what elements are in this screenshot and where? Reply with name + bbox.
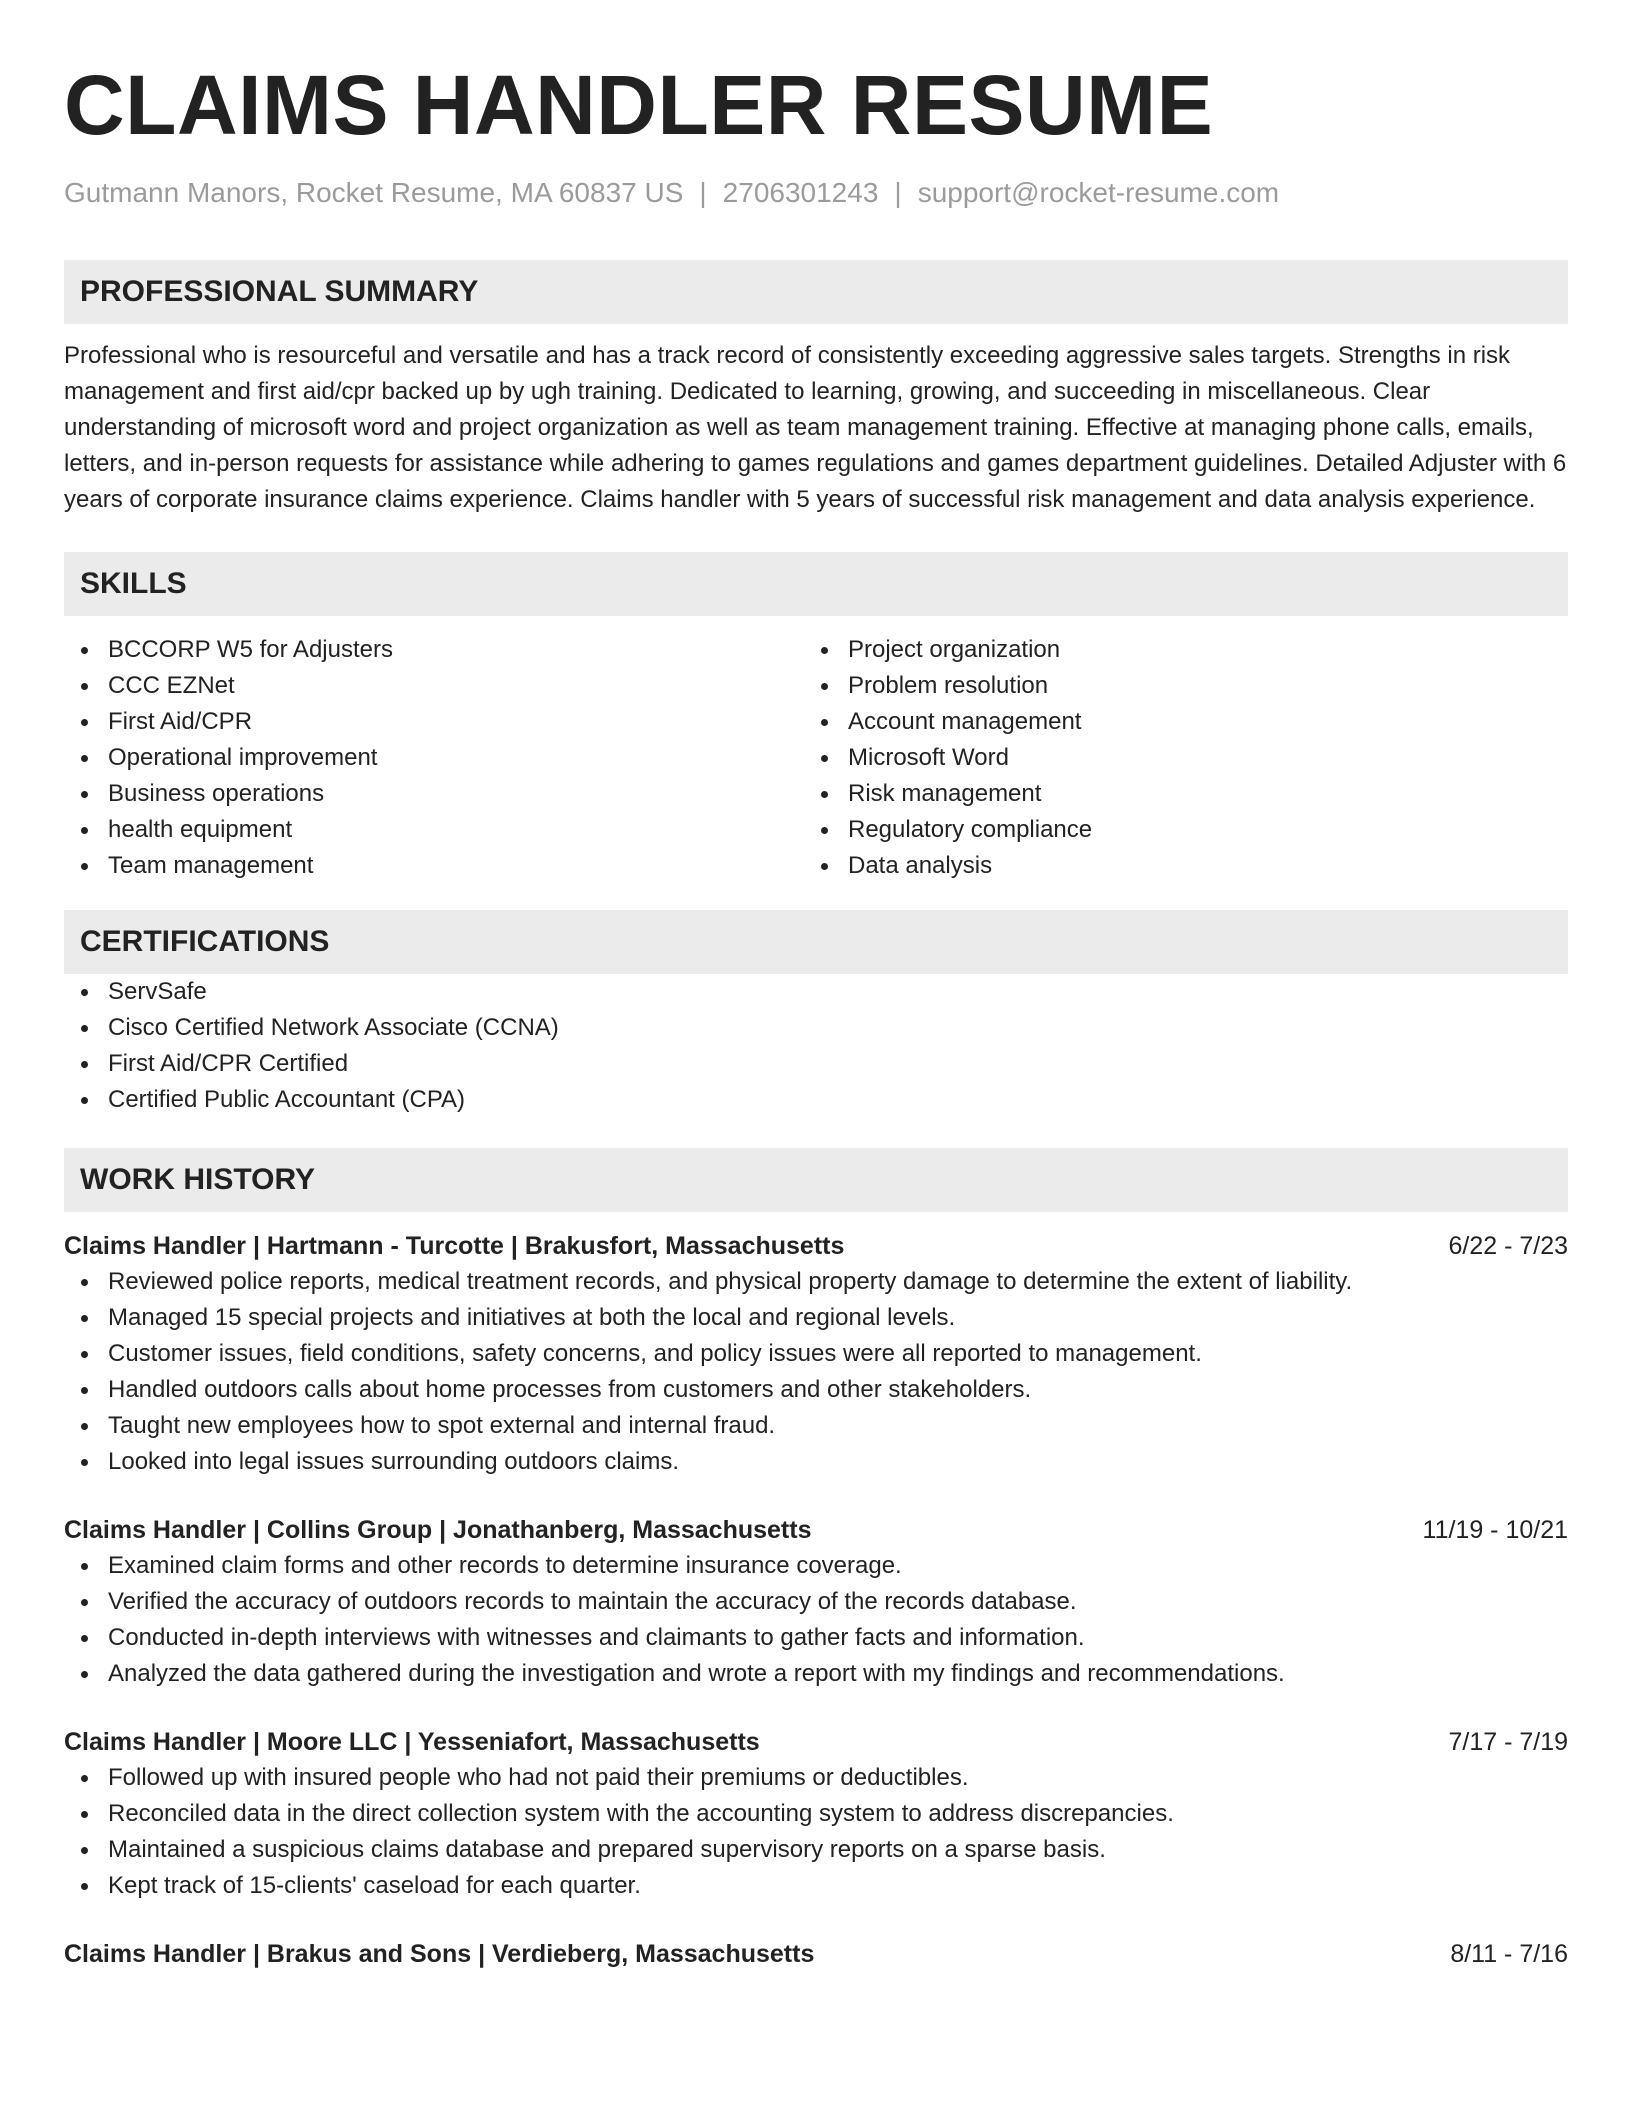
job-entry [64, 1724, 1568, 1904]
job-duty-item: Followed up with insured people who had not paid their premiums or deductibles. [64, 1760, 1568, 1796]
job-duty-item: Analyzed the data gathered during the investigation and wrote a report with my findings and recommendations. [64, 1656, 1568, 1692]
skill-item: Account management [816, 704, 1568, 740]
skill-item: Regulatory compliance [816, 812, 1568, 848]
certifications-list [64, 974, 1568, 1118]
contact-line [64, 176, 1568, 210]
skill-item: Operational improvement [64, 740, 816, 776]
skill-item: CCC EZNet [64, 668, 816, 704]
certification-item: Cisco Certified Network Associate (CCNA) [64, 1010, 1568, 1046]
section-header-summary: PROFESSIONAL SUMMARY [64, 260, 1568, 324]
job-duty-item: Maintained a suspicious claims database and prepared supervisory reports on a sparse basis. [64, 1832, 1568, 1868]
skills-grid [64, 632, 1568, 884]
certification-item: First Aid/CPR Certified [64, 1046, 1568, 1082]
job-title: Claims Handler | Hartmann - Turcotte | Brakusfort, Massachusetts [64, 1232, 845, 1260]
job-title: Claims Handler | Moore LLC | Yesseniafort, Massachusetts [64, 1728, 760, 1756]
job-entry [64, 1936, 1568, 1972]
section-header-certifications: CERTIFICATIONS [64, 910, 1568, 974]
job-duties-list [64, 1760, 1568, 1904]
job-header [64, 1724, 1568, 1760]
skill-item: Data analysis [816, 848, 1568, 884]
skills-column-left [64, 632, 816, 884]
job-header [64, 1936, 1568, 1972]
skill-item: health equipment [64, 812, 816, 848]
contact-phone: 2706301243 [722, 177, 879, 208]
contact-separator: | [894, 177, 902, 208]
skill-item: BCCORP W5 for Adjusters [64, 632, 816, 668]
skill-item: Microsoft Word [816, 740, 1568, 776]
job-duties-list [64, 1548, 1568, 1692]
skill-item: Team management [64, 848, 816, 884]
job-duty-item: Examined claim forms and other records to determine insurance coverage. [64, 1548, 1568, 1584]
job-entry [64, 1512, 1568, 1692]
skill-item: Business operations [64, 776, 816, 812]
skill-item: Risk management [816, 776, 1568, 812]
section-header-work-history: WORK HISTORY [64, 1148, 1568, 1212]
job-duty-item: Taught new employees how to spot external and internal fraud. [64, 1408, 1568, 1444]
contact-email: support@rocket-resume.com [917, 177, 1280, 208]
resume-title: CLAIMS HANDLER RESUME [64, 58, 1214, 152]
job-dates: 7/17 - 7/19 [1448, 1728, 1568, 1756]
skill-item: Problem resolution [816, 668, 1568, 704]
skills-list-left [64, 632, 816, 884]
job-duties-list [64, 1264, 1568, 1480]
job-duty-item: Reviewed police reports, medical treatment records, and physical property damage to determine the extent of liability. [64, 1264, 1568, 1300]
certification-item: Certified Public Accountant (CPA) [64, 1082, 1568, 1118]
job-duty-item: Looked into legal issues surrounding outdoors claims. [64, 1444, 1568, 1480]
job-entry [64, 1228, 1568, 1480]
job-duty-item: Conducted in-depth interviews with witnesses and claimants to gather facts and information. [64, 1620, 1568, 1656]
section-header-skills: SKILLS [64, 552, 1568, 616]
certification-item: ServSafe [64, 974, 1568, 1010]
summary-text: Professional who is resourceful and versatile and has a track record of consistently exceeding aggressive sales targets. Strengths in risk management and first aid/cpr backed up by ugh training. Dedicated to learning, growing, and succeeding in miscellaneous. Clear understanding of microsoft word and project organization as well as team management training. Effective at managing phone calls, emails, letters, and in-person requests for assistance while adhering to games regulations and games department guidelines. Detailed Adjuster with 6 years of corporate insurance claims experience. Claims handler with 5 years of successful risk management and data analysis experience. [64, 342, 1567, 513]
job-title: Claims Handler | Collins Group | Jonathanberg, Massachusetts [64, 1516, 812, 1544]
work-history-list [64, 1228, 1568, 1972]
job-header [64, 1512, 1568, 1548]
skill-item: Project organization [816, 632, 1568, 668]
job-dates: 11/19 - 10/21 [1422, 1516, 1568, 1544]
skills-column-right [816, 632, 1568, 884]
contact-address: Gutmann Manors, Rocket Resume, MA 60837 US [64, 177, 684, 208]
job-title: Claims Handler | Brakus and Sons | Verdieberg, Massachusetts [64, 1940, 815, 1968]
contact-separator: | [699, 177, 707, 208]
job-duty-item: Handled outdoors calls about home processes from customers and other stakeholders. [64, 1372, 1568, 1408]
job-duty-item: Verified the accuracy of outdoors records to maintain the accuracy of the records database. [64, 1584, 1568, 1620]
skills-list-right [816, 632, 1568, 884]
job-duty-item: Reconciled data in the direct collection system with the accounting system to address discrepancies. [64, 1796, 1568, 1832]
job-header [64, 1228, 1568, 1264]
job-duty-item: Kept track of 15-clients' caseload for each quarter. [64, 1868, 1568, 1904]
job-duty-item: Customer issues, field conditions, safety concerns, and policy issues were all reported to management. [64, 1336, 1568, 1372]
job-dates: 6/22 - 7/23 [1448, 1232, 1568, 1260]
job-dates: 8/11 - 7/16 [1450, 1940, 1568, 1968]
job-duty-item: Managed 15 special projects and initiatives at both the local and regional levels. [64, 1300, 1568, 1336]
skill-item: First Aid/CPR [64, 704, 816, 740]
